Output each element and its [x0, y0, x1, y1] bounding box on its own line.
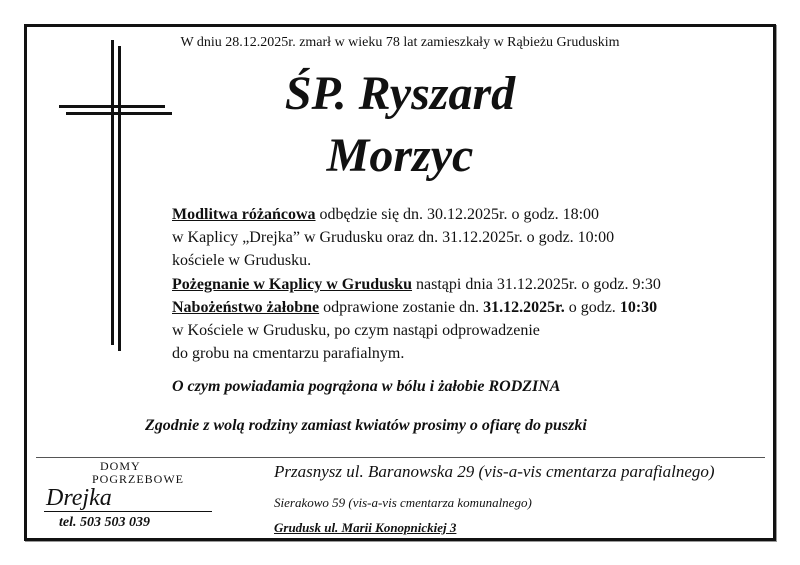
procession-text: w Kościele w Grudusku, po czym nastąpi odprowadzenie — [172, 322, 540, 340]
funeral-home-logo — [42, 460, 212, 512]
mass-time: 10:30 — [619, 298, 658, 316]
mass-date: 31.12.2025r. — [483, 298, 565, 316]
family-line: O czym powiadamia pogrążona w bólu i żałobie RODZINA — [172, 378, 561, 395]
chapel-text: w Kaplicy „Drejka” w Grudusku oraz dn. 31.12.2025r. o godz. 10:00 — [172, 229, 615, 247]
footer-divider — [36, 457, 765, 458]
funeral-mass-label: Nabożeństwo żałobne — [172, 298, 320, 316]
logo-domy: DOMY — [100, 459, 141, 473]
mass-text-2: o godz. — [564, 298, 620, 316]
address-sierakowo: Sierakowo 59 (vis-a-vis cmentarza komunalnego) — [274, 495, 532, 510]
deceased-name-last: Morzyc — [326, 129, 474, 182]
ceremony-details — [172, 203, 661, 365]
rosary-text: odbędzie się dn. 30.12.2025r. o godz. 18:00 — [315, 206, 600, 223]
address-grudusk: Grudusk ul. Marii Konopnickiej 3 — [274, 520, 457, 535]
church-text: kościele w Grudusku. — [172, 252, 312, 270]
cemetery-text: do grobu na cmentarzu parafialnym. — [172, 345, 405, 363]
logo-pogrzebowe: POGRZEBOWE — [92, 472, 184, 486]
mass-text: odprawione zostanie dn. — [319, 298, 484, 316]
farewell-label: Pożegnanie w Kaplicy w Grudusku — [172, 275, 413, 293]
death-notice-line: W dniu 28.12.2025r. zmarł w wieku 78 lat zamieszkały w Rąbieżu Gruduskim — [180, 35, 620, 50]
phone-number: tel. 503 503 039 — [59, 515, 150, 530]
flowers-line: Zgodnie z wolą rodziny zamiast kwiatów prosimy o ofiarę do puszki — [145, 417, 587, 434]
rosary-label: Modlitwa różańcowa — [172, 206, 316, 223]
logo-drejka: Drejka — [46, 485, 112, 511]
farewell-text: nastąpi dnia 31.12.2025r. o godz. 9:30 — [412, 275, 661, 293]
deceased-name-first: ŚP. Ryszard — [284, 67, 516, 120]
address-przasnysz: Przasnysz ul. Baranowska 29 (vis-a-vis cmentarza parafialnego) — [274, 462, 715, 481]
